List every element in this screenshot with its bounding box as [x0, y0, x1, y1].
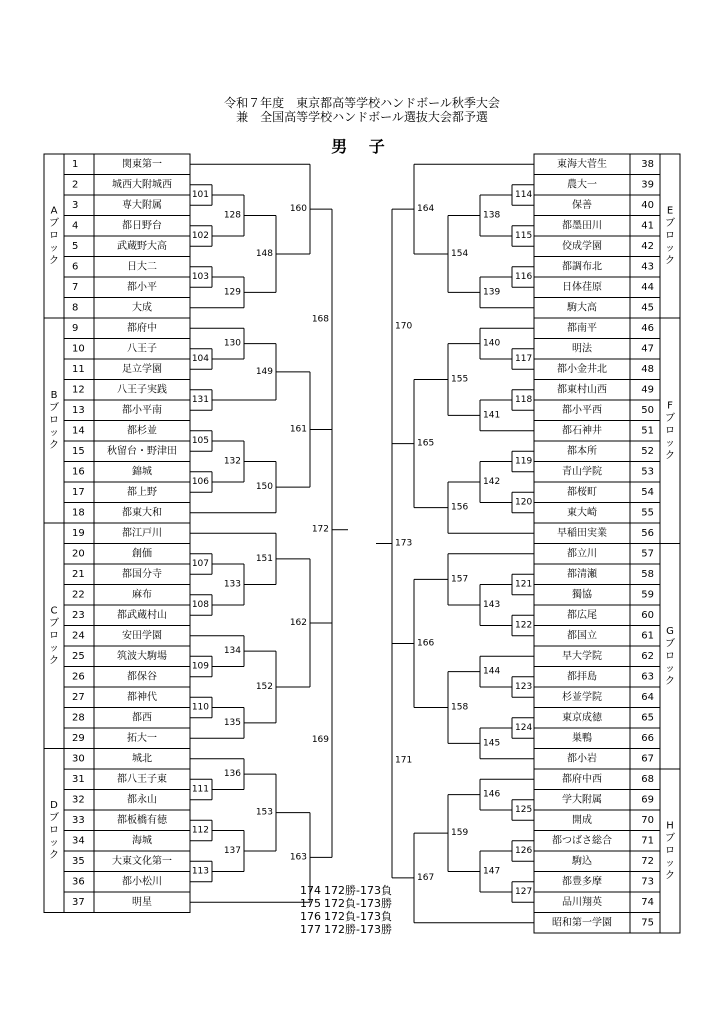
block-label-char: ッ: [665, 858, 675, 869]
match-number: 103: [191, 272, 209, 282]
team-name: 都東村山西: [557, 384, 607, 396]
team-number: 31: [72, 773, 85, 785]
match-number: 141: [483, 410, 501, 421]
team-name: 都小平: [127, 281, 157, 293]
match-number: 154: [451, 248, 469, 259]
block-label-char: ク: [665, 255, 675, 267]
team-name: 都国分寺: [122, 568, 162, 580]
team-name: 都広尾: [567, 609, 597, 621]
team-name: 都府中西: [562, 773, 602, 785]
team-number: 27: [72, 691, 85, 703]
team-name: 都国立: [567, 630, 597, 642]
match-number: 110: [191, 702, 209, 713]
block-label-char: ッ: [49, 243, 59, 254]
team-name: 麻布: [132, 589, 152, 601]
team-name: 都立川: [567, 548, 597, 560]
match-number: 166: [417, 638, 435, 649]
block-label-char: C: [50, 605, 58, 617]
team-number: 20: [72, 548, 85, 560]
block-label-char: ク: [49, 655, 59, 667]
team-name: 巣鴨: [572, 732, 592, 744]
team-number: 23: [72, 609, 85, 621]
team-name: 拓大一: [127, 732, 157, 744]
match-number: 114: [515, 190, 533, 200]
block-label-char: ブ: [49, 812, 59, 824]
team-number: 29: [72, 732, 85, 744]
match-number: 130: [223, 338, 241, 349]
block-label-char: ブ: [665, 833, 675, 844]
match-number: 132: [223, 456, 241, 467]
team-number: 71: [641, 835, 654, 847]
block-label-char: ロ: [49, 415, 59, 426]
team-number: 4: [72, 220, 79, 232]
match-number: 124: [515, 723, 533, 733]
team-name: 秋留台・野津田: [107, 445, 177, 457]
team-name: 都東大和: [122, 507, 162, 519]
legend-match-number: 175: [300, 897, 321, 910]
match-number: 104: [191, 354, 209, 364]
match-number: 169: [311, 735, 329, 746]
team-number: 38: [641, 158, 654, 170]
team-name: 東大崎: [567, 507, 597, 519]
block-label-char: ロ: [49, 630, 59, 642]
match-number: 161: [289, 424, 307, 435]
match-number: 155: [451, 374, 469, 385]
match-number: 146: [483, 789, 501, 800]
block-label-char: ロ: [49, 825, 59, 836]
team-number: 37: [72, 896, 85, 908]
team-name: 都墨田川: [562, 220, 602, 232]
legend-row-175: [300, 897, 392, 910]
team-name: 都保谷: [127, 671, 157, 683]
team-number: 54: [641, 486, 654, 498]
match-number: 164: [417, 204, 435, 215]
team-number: 28: [72, 712, 85, 724]
legend-row-176: [300, 910, 392, 923]
block-label-char: ロ: [49, 230, 59, 242]
match-number: 105: [191, 436, 209, 446]
match-number: 117: [515, 354, 533, 364]
team-name: 錦城: [132, 466, 152, 478]
team-number: 10: [72, 343, 85, 355]
block-label-char: A: [50, 205, 58, 217]
block-label-char: ッ: [665, 243, 675, 254]
team-name: 農大一: [567, 179, 597, 191]
legend-match-number: 177: [300, 923, 321, 936]
match-number: 134: [223, 646, 241, 657]
block-label-char: ロ: [665, 650, 675, 662]
match-number: 125: [515, 805, 533, 815]
team-name: 関東第一: [122, 158, 162, 170]
team-name: 学大附属: [562, 794, 602, 806]
match-number: 112: [191, 825, 209, 836]
team-name: 都調布北: [562, 261, 602, 273]
team-number: 60: [641, 609, 654, 621]
team-name: 青山学院: [562, 466, 602, 478]
team-number: 25: [72, 650, 85, 662]
team-number: 21: [72, 568, 85, 580]
team-name: 城北: [132, 753, 152, 765]
team-name: 都拝島: [567, 671, 597, 683]
match-number: 159: [451, 828, 469, 839]
match-number: 129: [223, 287, 241, 298]
team-name: 佼成学園: [562, 240, 602, 252]
match-number: 172: [311, 524, 329, 535]
team-number: 50: [641, 404, 654, 416]
team-number: 49: [641, 384, 654, 396]
team-number: 3: [72, 199, 79, 211]
match-number: 136: [223, 769, 241, 780]
legend-match-number: 176: [300, 910, 321, 923]
match-number: 167: [417, 872, 435, 883]
team-number: 72: [641, 855, 654, 867]
team-number: 32: [72, 794, 85, 806]
team-number: 14: [72, 425, 85, 437]
team-number: 68: [641, 773, 654, 785]
team-number: 61: [641, 630, 654, 642]
team-name: 足立学園: [122, 363, 162, 375]
team-number: 58: [641, 568, 654, 580]
block-label-char: ブ: [665, 218, 675, 229]
match-number: 147: [483, 866, 501, 877]
block-label-char: E: [666, 205, 674, 217]
team-number: 40: [641, 199, 654, 211]
match-number: 168: [311, 314, 329, 325]
match-number: 106: [191, 477, 209, 487]
title-line-2: 兼 全国高等学校ハンドボール選抜大会都予選: [236, 110, 488, 124]
team-name: 駒込: [572, 855, 592, 867]
team-name: 都西: [132, 712, 152, 724]
team-number: 42: [641, 240, 654, 252]
team-number: 16: [72, 466, 85, 478]
team-name: 都板橋有徳: [117, 814, 167, 826]
block-label-char: H: [666, 820, 674, 832]
team-name: 獨協: [572, 589, 592, 601]
match-number: 139: [483, 287, 501, 298]
match-number: 151: [255, 553, 273, 564]
team-number: 66: [641, 732, 654, 744]
team-name: 都石神井: [562, 425, 602, 437]
match-number: 107: [191, 559, 209, 569]
team-name: 日体荏原: [562, 281, 602, 293]
team-number: 55: [641, 507, 654, 519]
team-name: 筑波大駒場: [117, 650, 167, 662]
title-line-1: 令和７年度 東京都高等学校ハンドボール秋季大会: [224, 96, 500, 110]
match-number: 119: [515, 456, 533, 467]
match-number: 113: [191, 866, 209, 877]
match-number: 152: [255, 682, 273, 692]
team-name: 都本所: [567, 445, 597, 457]
team-number: 2: [72, 179, 79, 191]
match-number: 131: [191, 395, 209, 405]
team-number: 30: [72, 753, 85, 765]
team-name: 早稲田実業: [557, 527, 607, 539]
match-number: 101: [191, 190, 209, 200]
match-number: 121: [515, 579, 533, 590]
team-number: 36: [72, 876, 85, 888]
block-label-char: ッ: [49, 642, 59, 654]
match-number: 122: [515, 620, 533, 631]
match-number: 143: [483, 600, 501, 610]
team-name: 早大学院: [562, 650, 602, 662]
team-number: 46: [641, 322, 654, 334]
team-name: 都府中: [127, 322, 157, 334]
team-number: 18: [72, 507, 85, 519]
gender-heading: 男 子: [331, 137, 393, 156]
team-name: 日大二: [127, 261, 157, 273]
team-number: 24: [72, 630, 85, 642]
block-label-char: ク: [665, 675, 675, 687]
placement-legend: [300, 884, 392, 936]
team-number: 52: [641, 445, 654, 457]
block-label-char: ク: [665, 870, 675, 882]
team-name: 都日野台: [122, 220, 162, 232]
match-number: 137: [223, 846, 241, 856]
match-number: 148: [255, 248, 273, 259]
block-label-char: ブ: [49, 402, 59, 414]
team-number: 1: [72, 158, 79, 170]
team-number: 75: [641, 917, 654, 929]
team-name: 品川翔英: [562, 896, 602, 908]
team-name: 都上野: [127, 486, 157, 498]
match-number: 145: [483, 738, 501, 749]
team-number: 56: [641, 527, 654, 539]
legend-match-text: 172負-173勝: [324, 897, 392, 910]
block-label-char: ク: [49, 255, 59, 267]
team-name: 都南平: [567, 322, 597, 334]
team-number: 69: [641, 794, 654, 806]
match-number: 115: [515, 231, 533, 241]
legend-match-text: 172勝-173負: [324, 884, 392, 897]
team-name: 専大附属: [122, 199, 162, 211]
match-number: 140: [483, 338, 501, 349]
team-number: 59: [641, 589, 654, 601]
match-number: 163: [289, 852, 307, 863]
match-number: 165: [417, 438, 435, 449]
team-name: 八王子: [127, 343, 157, 355]
block-label-char: B: [50, 390, 58, 401]
match-number: 171: [395, 755, 413, 766]
team-name: 都武蔵村山: [117, 609, 167, 621]
match-number: 170: [395, 321, 413, 332]
team-number: 53: [641, 466, 654, 478]
legend-match-text: 172勝-173勝: [324, 923, 392, 936]
team-name: 昭和第一学園: [552, 917, 612, 929]
team-name: 大成: [132, 302, 152, 314]
team-number: 47: [641, 343, 654, 355]
match-number: 162: [289, 617, 307, 628]
team-name: 明法: [572, 343, 592, 355]
match-number: 116: [515, 272, 533, 282]
team-name: 安田学園: [122, 630, 162, 642]
match-number: 144: [483, 666, 501, 677]
team-number: 17: [72, 486, 85, 498]
team-name: 都神代: [127, 691, 157, 703]
match-number: 126: [515, 846, 533, 856]
team-number: 34: [72, 835, 85, 847]
team-name: 都八王子東: [117, 773, 167, 785]
team-number: 19: [72, 527, 85, 539]
match-number: 150: [255, 482, 273, 493]
block-label-char: ブ: [665, 638, 675, 650]
left-team-table: [44, 154, 190, 913]
team-number: 65: [641, 712, 654, 724]
team-name: 海城: [132, 835, 152, 847]
block-label-char: D: [50, 800, 58, 811]
match-number: 120: [515, 497, 533, 508]
team-number: 41: [641, 220, 654, 232]
team-number: 62: [641, 650, 654, 662]
team-number: 6: [72, 261, 79, 273]
team-number: 9: [72, 322, 79, 334]
legend-match-number: 174: [300, 884, 321, 897]
team-name: 武蔵野大高: [117, 240, 167, 252]
match-number: 133: [223, 579, 241, 590]
team-name: 杉並学院: [562, 691, 602, 703]
team-name: 都小平西: [562, 404, 602, 416]
team-name: 東京成徳: [562, 712, 602, 724]
match-number: 109: [191, 661, 209, 672]
match-number: 123: [515, 682, 533, 692]
block-label-char: ク: [49, 850, 59, 861]
team-name: 都清瀬: [567, 568, 597, 580]
team-number: 33: [72, 814, 85, 826]
team-number: 70: [641, 814, 654, 826]
team-number: 57: [641, 548, 654, 560]
block-label-char: ッ: [49, 427, 59, 439]
team-name: 駒大高: [567, 302, 597, 314]
team-name: 八王子実践: [117, 384, 167, 396]
match-number: 142: [483, 477, 501, 487]
block-label-char: ク: [665, 450, 675, 462]
block-label-char: F: [667, 400, 673, 412]
team-number: 48: [641, 363, 654, 375]
match-number: 102: [191, 231, 209, 241]
block-label-char: ッ: [49, 837, 59, 849]
match-number: 111: [191, 784, 209, 795]
team-name: 創価: [132, 548, 152, 560]
match-number: 149: [255, 366, 273, 377]
team-number: 8: [72, 302, 79, 314]
match-number: 157: [451, 574, 469, 585]
team-name: 都杉並: [127, 425, 157, 437]
team-number: 39: [641, 179, 654, 191]
team-number: 7: [72, 281, 79, 293]
match-number: 153: [255, 807, 273, 818]
block-label-char: ロ: [665, 230, 675, 242]
team-number: 11: [72, 363, 85, 375]
match-number: 128: [223, 210, 241, 221]
team-name: 城西大附城西: [112, 179, 172, 191]
match-number: 156: [451, 502, 469, 513]
team-name: 大東文化第一: [112, 855, 172, 867]
match-number: 138: [483, 210, 501, 221]
team-name: 都永山: [127, 794, 157, 806]
team-name: 都小金井北: [557, 363, 607, 375]
team-name: 都江戸川: [122, 527, 162, 539]
team-number: 43: [641, 261, 654, 273]
team-number: 45: [641, 302, 654, 314]
team-name: 都小平南: [122, 404, 162, 416]
block-label-char: ッ: [665, 663, 675, 675]
match-number: 135: [223, 717, 241, 728]
team-name: 都豊多摩: [562, 876, 602, 888]
match-number: 108: [191, 600, 209, 610]
team-name: 保善: [572, 199, 592, 211]
team-number: 5: [72, 240, 79, 252]
team-number: 64: [641, 691, 654, 703]
block-label-char: ブ: [49, 617, 59, 629]
team-number: 12: [72, 384, 85, 396]
legend-match-text: 172負-173負: [324, 910, 392, 923]
match-number: 160: [289, 204, 307, 215]
team-number: 73: [641, 876, 654, 888]
match-number: 118: [515, 395, 533, 405]
team-name: 都桜町: [567, 486, 597, 498]
legend-row-174: [300, 884, 392, 897]
block-label-char: ク: [49, 440, 59, 451]
team-number: 74: [641, 896, 654, 908]
block-label-char: ブ: [665, 412, 675, 424]
team-name: 東海大菅生: [557, 158, 607, 170]
legend-row-177: [300, 923, 392, 936]
block-label-char: ッ: [665, 437, 675, 449]
team-number: 15: [72, 445, 85, 457]
team-number: 44: [641, 281, 654, 293]
team-number: 26: [72, 671, 85, 683]
block-label-char: ブ: [49, 218, 59, 229]
block-label-char: G: [666, 625, 674, 637]
match-number: 173: [395, 538, 413, 549]
match-number: 158: [451, 702, 469, 713]
match-number: 127: [515, 887, 533, 897]
team-number: 22: [72, 589, 85, 601]
team-number: 13: [72, 404, 85, 416]
team-name: 都小岩: [567, 753, 597, 765]
team-name: 開成: [572, 814, 592, 826]
team-name: 都小松川: [122, 876, 162, 888]
block-label-char: ロ: [665, 425, 675, 437]
block-label-char: ロ: [665, 845, 675, 857]
team-number: 63: [641, 671, 654, 683]
team-number: 35: [72, 855, 85, 867]
team-name: 都つばさ総合: [552, 835, 612, 847]
team-name: 明星: [132, 896, 152, 908]
team-number: 67: [641, 753, 654, 765]
team-number: 51: [641, 425, 654, 437]
